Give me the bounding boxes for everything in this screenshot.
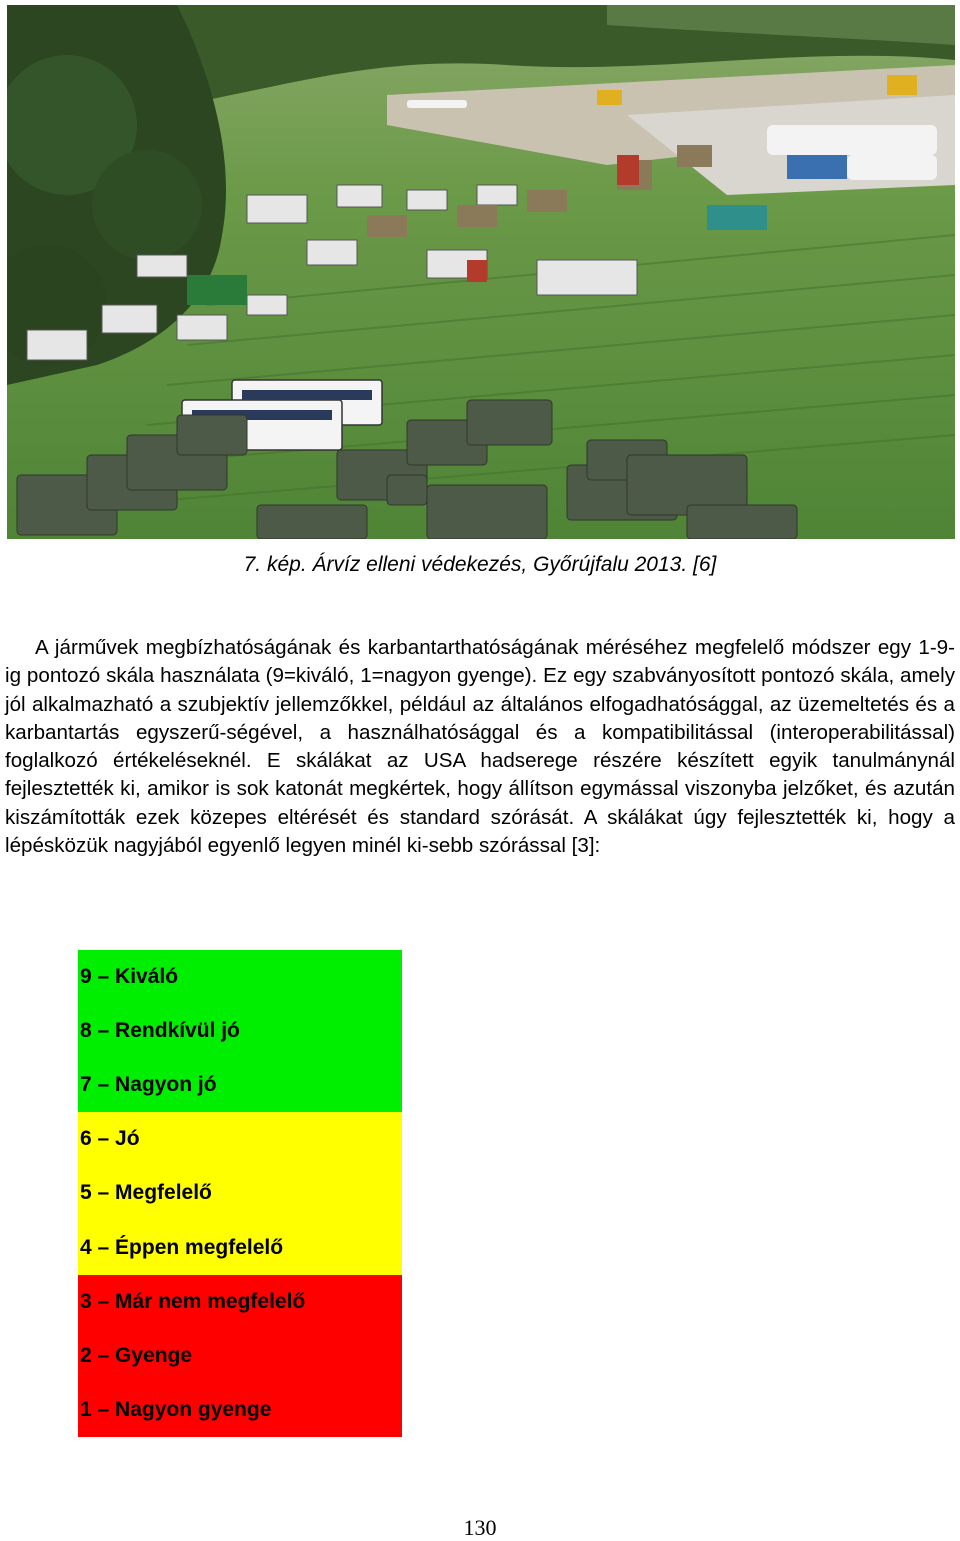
figure-caption: 7. kép. Árvíz elleni védekezés, Győrújfalu 2013. [6] <box>243 553 717 576</box>
scale-row-5 <box>78 1166 402 1220</box>
scale-row-4 <box>78 1220 402 1274</box>
scale-row-3 <box>78 1275 402 1329</box>
scale-row-2 <box>78 1329 402 1383</box>
rating-scale-table <box>78 950 402 1437</box>
scale-row-6 <box>78 1112 402 1166</box>
scale-row-8 <box>78 1004 402 1058</box>
scale-label: 4 – Éppen megfelelő <box>80 1235 284 1259</box>
page-number: 130 <box>463 1515 497 1540</box>
body-paragraph-text: A járművek megbízhatóságának és karbantarthatóságának méréséhez megfelelő módszer egy 1-9-ig pontozó skála használata (9=kiváló, 1=nagyon gyenge). Ez egy szabványosított pontozó skála, amely jól alkalmazható a szubjektív jellemzőkkel, például az általános elfogadhatósággal, az üzemeltetés és a karbantartás egyszerű-ségével, a használhatósággal és a kompatibilitással (interoperabilitással) foglalkozó értékeléseknél. E skálákat az USA hadserege részére készített egyik tanulmánynál fejlesztették ki, amikor is sok katonát megkértek, hogy állítson egymással viszonyba jelzőket, és azután kiszámították ezek közepes eltérését és standard szórását. A skálákat úgy fejlesztették ki, hogy a lépésközük nagyjából egyenlő legyen minél ki-sebb szórással [3]: <box>5 636 955 858</box>
scale-label: 9 – Kiváló <box>80 965 179 989</box>
scale-label: 6 – Jó <box>80 1127 140 1151</box>
scale-label: 1 – Nagyon gyenge <box>80 1397 272 1421</box>
scale-row-7 <box>78 1058 402 1112</box>
scale-row-9 <box>78 950 402 1004</box>
scale-label: 8 – Rendkívül jó <box>80 1019 240 1043</box>
body-paragraph <box>5 634 955 860</box>
photo-flood-defense-vehicles-icon <box>7 5 955 539</box>
scale-label: 7 – Nagyon jó <box>80 1073 217 1097</box>
scale-row-1 <box>78 1383 402 1437</box>
scale-label: 3 – Már nem megfelelő <box>80 1289 306 1313</box>
scale-label: 2 – Gyenge <box>80 1343 193 1367</box>
scale-label: 5 – Megfelelő <box>80 1181 212 1205</box>
flood-defense-photo <box>7 5 955 539</box>
